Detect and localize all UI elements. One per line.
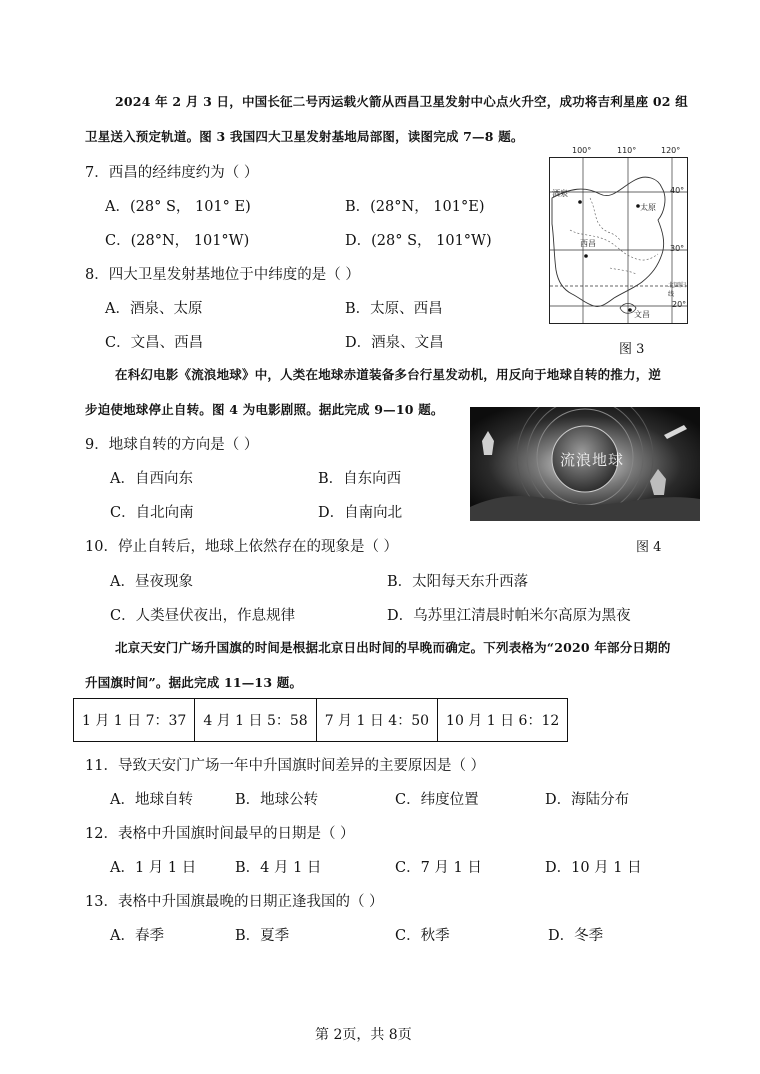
question-10-option-a: A．昼夜现象 xyxy=(110,574,193,590)
intro-9-10-line1: 在科幻电影《流浪地球》中，人类在地球赤道装备多台行星发动机，用反向于地球自转的推力，逆 xyxy=(115,367,662,382)
province-border-2 xyxy=(590,198,620,240)
question-7-option-a: A．(28° S， 101° E) xyxy=(105,199,251,215)
question-12-option-a: A．1 月 1 日 xyxy=(110,860,197,876)
question-9-option-a: A．自西向东 xyxy=(110,471,193,487)
intro-7-8-line1: 2024 年 2 月 3 日，中国长征二号丙运载火箭从西昌卫星发射中心点火升空，成功将吉利星座 02 组 xyxy=(115,94,688,109)
question-11-option-b: B．地球公转 xyxy=(235,792,319,808)
table-row xyxy=(74,699,568,742)
map-city-taiyuan: 太原 xyxy=(640,203,656,212)
question-12-option-c: C．7 月 1 日 xyxy=(395,860,482,876)
wenchang-dot xyxy=(628,308,632,312)
intro-9-10-line2: 步迫使地球停止自转。图 4 为电影剧照。据此完成 9—10 题。 xyxy=(85,402,444,417)
question-9-stem: 9．地球自转的方向是（ ） xyxy=(85,437,259,453)
map-lon-110: 110° xyxy=(617,146,637,155)
page-number-footer: 第 2页，共 8页 xyxy=(315,1027,412,1043)
map-city-xichang: 西昌 xyxy=(580,239,596,248)
map-lon-100: 100° xyxy=(572,146,592,155)
question-7-stem: 7．西昌的经纬度约为（ ） xyxy=(85,165,259,181)
jiuquan-dot xyxy=(578,200,582,204)
map-lat-30: 30° xyxy=(670,244,685,253)
map-lat-40: 40° xyxy=(670,186,685,195)
table-cell-oct: 10 月 1 日 6：12 xyxy=(438,699,568,742)
question-8-stem: 8．四大卫星发射基地位于中纬度的是（ ） xyxy=(85,267,360,283)
question-10-option-d: D．乌苏里江清晨时帕米尔高原为黑夜 xyxy=(387,608,631,624)
question-8-option-c: C．文昌、西昌 xyxy=(105,335,204,351)
map-city-wenchang: 文昌 xyxy=(634,310,650,319)
question-7-option-c: C．(28°N， 101°W) xyxy=(105,233,250,249)
wandering-earth-still xyxy=(470,407,700,521)
map-drawing xyxy=(550,158,687,323)
intro-11-13-line2: 升国旗时间”。据此完成 11—13 题。 xyxy=(85,675,303,690)
china-outline xyxy=(552,177,665,306)
map-lon-120: 120° xyxy=(661,146,681,155)
question-10-option-c: C．人类昼伏夜出，作息规律 xyxy=(110,608,296,624)
intro-11-13-line1: 北京天安门广场升国旗的时间是根据北京日出时间的早晚而确定。下列表格为“2020 年部分日期的 xyxy=(115,640,671,655)
question-12-option-d: D．10 月 1 日 xyxy=(545,860,642,876)
question-13-option-a: A．春季 xyxy=(110,928,164,944)
satellite-base-map xyxy=(549,157,688,324)
province-border-3 xyxy=(610,268,636,274)
question-10-stem: 10．停止自转后，地球上依然存在的现象是（ ） xyxy=(85,539,399,555)
question-13-option-c: C．秋季 xyxy=(395,928,450,944)
question-8-option-b: B．太原、西昌 xyxy=(345,301,443,317)
question-9-option-b: B．自东向西 xyxy=(318,471,402,487)
question-11-option-a: A．地球自转 xyxy=(110,792,193,808)
map-lat-20: 20° xyxy=(672,300,687,309)
question-7-option-b: B．(28°N， 101°E) xyxy=(345,199,485,215)
figure-3-caption: 图 3 xyxy=(619,342,645,357)
table-cell-jul: 7 月 1 日 4：50 xyxy=(316,699,437,742)
intro-7-8-line2: 卫星送入预定轨道。图 3 我国四大卫星发射基地局部图，读图完成 7—8 题。 xyxy=(85,129,524,144)
question-8-option-d: D．酒泉、文昌 xyxy=(345,335,444,351)
question-9-option-d: D．自南向北 xyxy=(318,505,403,521)
question-11-option-d: D．海陆分布 xyxy=(545,792,630,808)
question-12-option-b: B．4 月 1 日 xyxy=(235,860,322,876)
question-7-option-d: D．(28° S， 101°W) xyxy=(345,233,492,249)
map-city-jiuquan: 酒泉 xyxy=(552,189,568,198)
question-10-option-b: B．太阳每天东升西落 xyxy=(387,574,529,590)
figure-4-caption: 图 4 xyxy=(636,540,662,555)
question-13-option-d: D．冬季 xyxy=(548,928,604,944)
table-cell-jan: 1 月 1 日 7：37 xyxy=(74,699,195,742)
question-13-option-b: B．夏季 xyxy=(235,928,290,944)
question-11-option-c: C．纬度位置 xyxy=(395,792,479,808)
question-11-stem: 11．导致天安门广场一年中升国旗时间差异的主要原因是（ ） xyxy=(85,758,486,774)
question-9-option-c: C．自北向南 xyxy=(110,505,194,521)
table-cell-apr: 4 月 1 日 5：58 xyxy=(195,699,316,742)
xichang-dot xyxy=(584,254,588,258)
question-12-stem: 12．表格中升国旗时间最早的日期是（ ） xyxy=(85,826,355,842)
map-tropic-label: 北回归线 xyxy=(668,282,687,298)
poster-title: 流浪地球 xyxy=(560,451,625,469)
flag-raising-table xyxy=(73,698,568,742)
question-8-option-a: A．酒泉、太原 xyxy=(105,301,203,317)
question-13-stem: 13．表格中升国旗最晚的日期正逢我国的（ ） xyxy=(85,894,384,910)
